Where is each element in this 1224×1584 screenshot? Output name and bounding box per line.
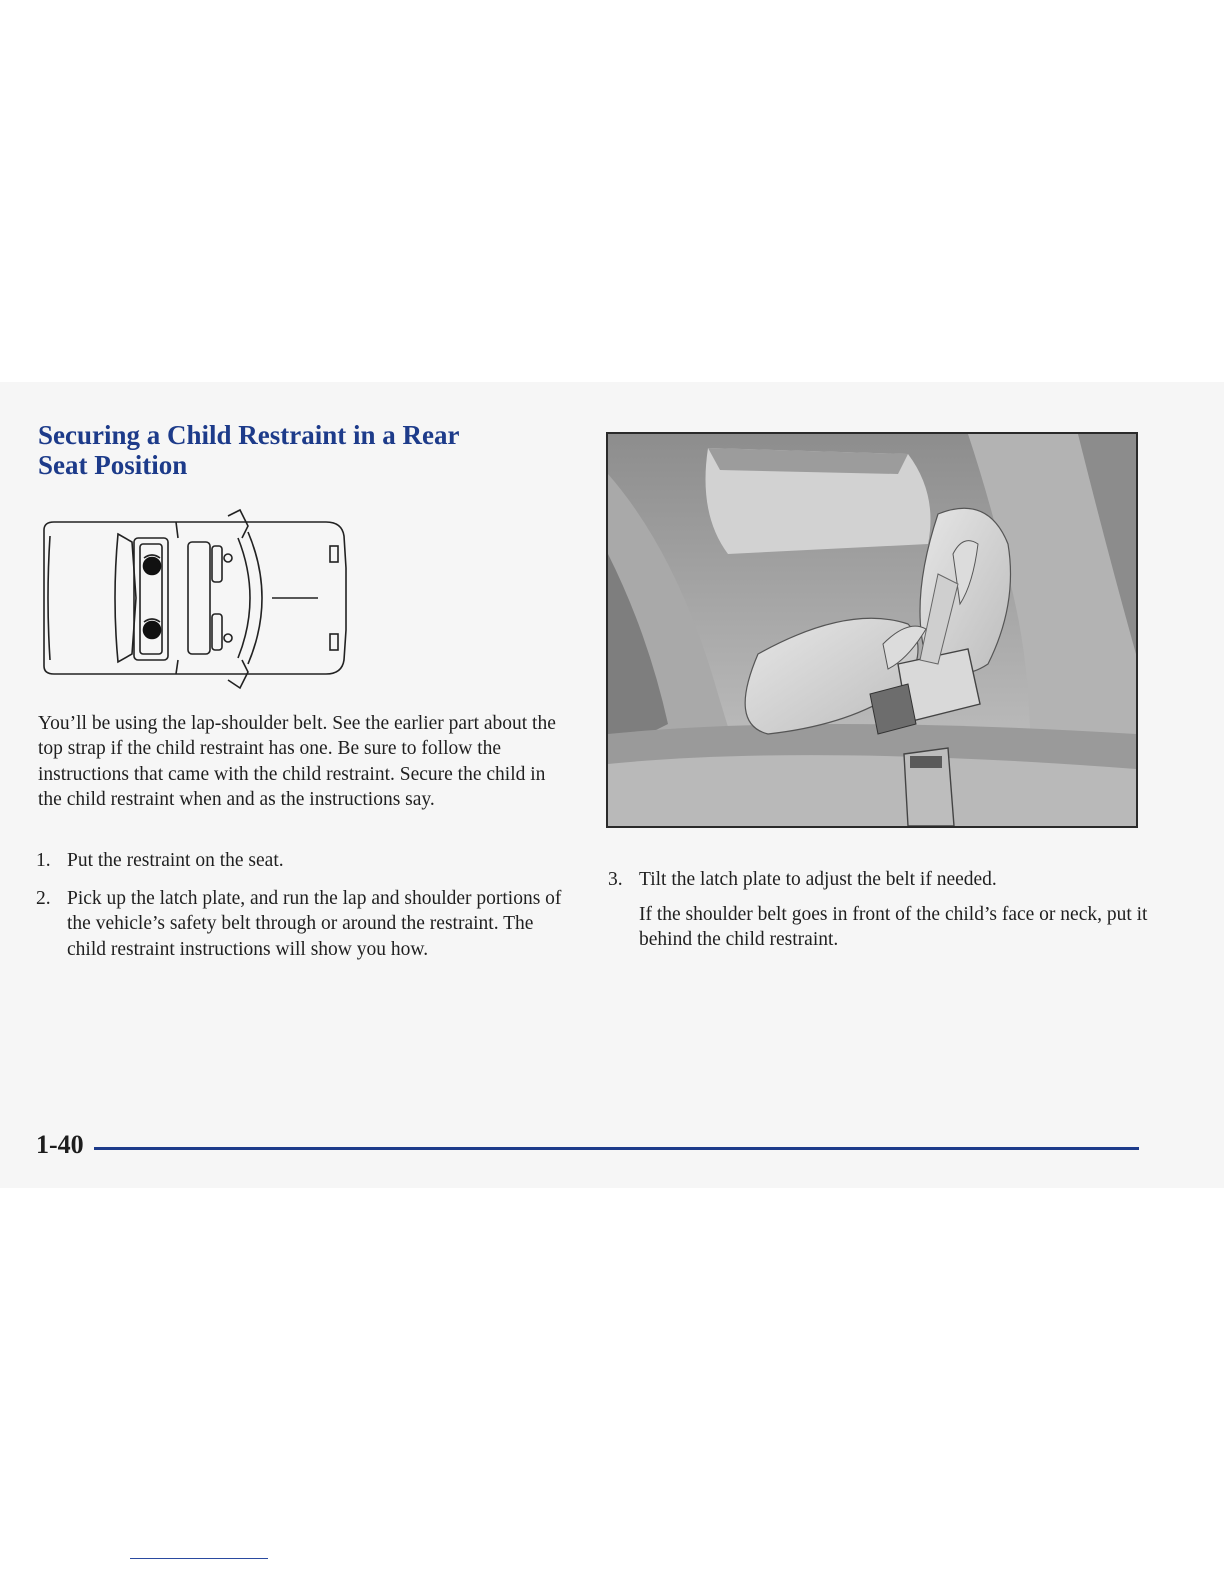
step-3-note: If the shoulder belt goes in front of the child’s face or neck, put it behind the child restraint. (639, 904, 1148, 951)
step-1-text: Put the restraint on the seat. (67, 850, 284, 871)
intro-paragraph: You’ll be using the lap-shoulder belt. See the earlier part about the top strap if the child restraint has one. Be sure to follow the instructions that came with the child restraint. Secure the child in the child restraint when and as the instructions say. (38, 713, 556, 811)
section-title-line-1: Securing a Child Restraint in a Rear (38, 420, 460, 450)
step-2 (36, 886, 576, 962)
section-title (38, 420, 578, 480)
step-1 (36, 848, 576, 873)
step-1-number: 1. (36, 850, 51, 871)
car-top-view-icon (36, 508, 356, 690)
step-3-text: Tilt the latch plate to adjust the belt if needed. (639, 869, 997, 890)
section-title-line-2: Seat Position (38, 450, 188, 480)
footer-rule (94, 1147, 1139, 1150)
bottom-underline-decoration (130, 1558, 268, 1559)
step-3-number: 3. (608, 869, 623, 890)
step-3 (608, 867, 1148, 892)
step-2-number: 2. (36, 888, 51, 909)
step-2-text: Pick up the latch plate, and run the lap and shoulder portions of the vehicle’s safety belt through or around the restraint. The child restraint instructions will show you how. (67, 888, 562, 960)
latch-plate-photo (606, 432, 1138, 828)
page-number: 1-40 (36, 1130, 84, 1159)
